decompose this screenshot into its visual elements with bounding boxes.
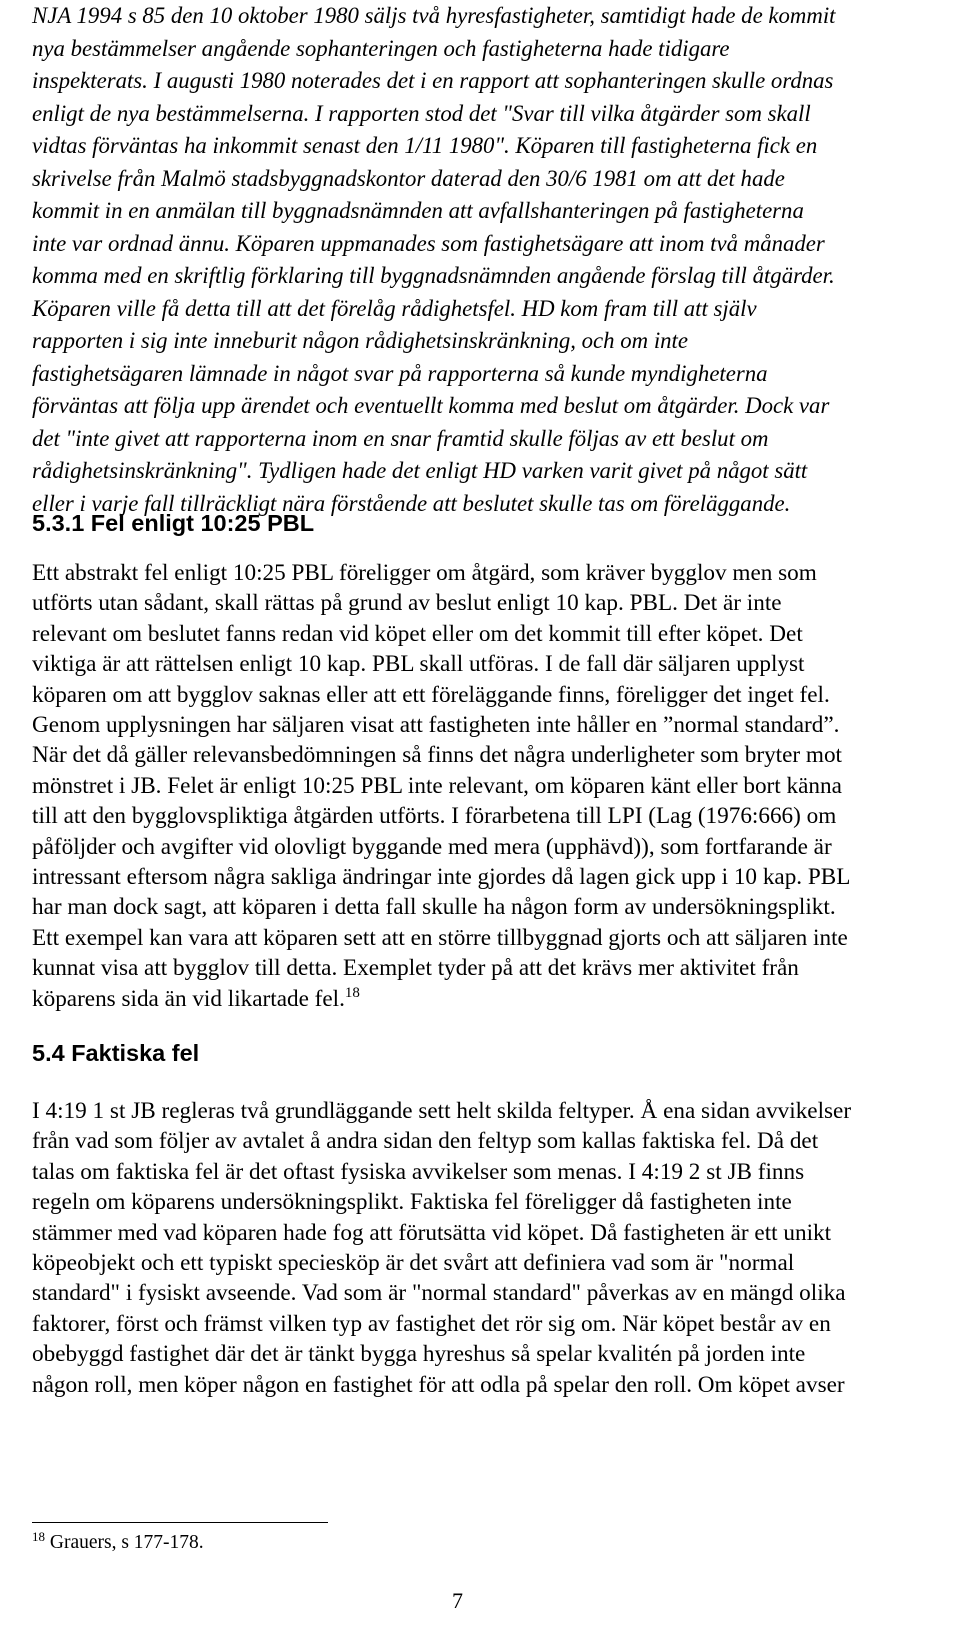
section-heading-5-3-1: 5.3.1 Fel enligt 10:25 PBL: [32, 510, 315, 536]
text-line: standard" i fysiskt avseende. Vad som är "normal standard" påverkas av en mängd olika: [32, 1280, 846, 1307]
text-line: köpeobjekt och ett typiskt speciesköp är det svårt att definiera vad som är "normal: [32, 1250, 795, 1277]
section-heading-5-4: 5.4 Faktiska fel: [32, 1040, 200, 1066]
footnote: [32, 1530, 204, 1557]
text-line: relevant om beslutet fanns redan vid köpet eller om det kommit till efter köpet. Det: [32, 620, 803, 647]
text-line: nya bestämmelser angående sophanteringen och fastigheterna hade tidigare: [32, 35, 730, 61]
text-line: mönstret i JB. Felet är enligt 10:25 PBL inte relevant, om köparen känt eller bort känna: [32, 772, 842, 799]
text-line: Köparen ville få detta till att det förelåg rådighetsfel. HD kom fram till att själv: [32, 295, 757, 321]
text-line: faktorer, först och främst vilken typ av fastighet det rör sig om. När köpet består av en: [32, 1310, 831, 1337]
footnote-reference[interactable]: 18: [344, 984, 360, 1001]
footnote-number: 18: [32, 1529, 45, 1544]
text-line: rapporten i sig inte inneburit någon rådighetsinskränkning, och om inte: [32, 328, 689, 353]
text-line: eller i varje fall tillräckligt nära förstående att beslutet skulle tas om föreläggande.: [32, 490, 791, 516]
text-line: komma med en skriftlig förklaring till byggnadsnämnden angående förslag till åtgärder.: [32, 263, 835, 288]
text-line: utförts utan sådant, skall rättas på grund av beslut enligt 10 kap. PBL. Det är inte: [32, 590, 782, 617]
text-line: [32, 984, 850, 1017]
text-line: I 4:19 1 st JB regleras två grundläggande sett helt skilda feltyper. Å ena sidan avvikelser: [32, 1098, 852, 1124]
text-line: fastighetsägaren lämnade in något svar på rapporterna så kunde myndigheterna: [32, 360, 768, 386]
body-paragraph: [32, 1096, 851, 1400]
text-line: till att den bygglovspliktiga åtgärden utförts. I förarbetena till LPI (Lag (1976:666) om: [32, 803, 837, 830]
text-line: någon roll, men köper någon en fastighet för att odla på spelar den roll. Om köpet avser: [32, 1371, 845, 1398]
text-line: inspekterats. I augusti 1980 noterades det i en rapport att sophanteringen skulle ordnas: [32, 68, 834, 93]
footnote-separator: [32, 1522, 328, 1523]
text-line: rådighetsinskränkning". Tydligen hade det enligt HD varken varit givet på något sätt: [32, 458, 808, 483]
text-line: regeln om köparens undersökningsplikt. Faktiska fel föreligger då fastigheten inte: [32, 1189, 792, 1216]
text-line: det "inte givet att rapporterna inom en snar framtid skulle följas av ett beslut om: [32, 425, 769, 451]
text-line: enligt de nya bestämmelserna. I rapporten stod det "Svar till vilka åtgärder som skall: [32, 100, 811, 126]
text-line: Ett abstrakt fel enligt 10:25 PBL föreligger om åtgärd, som kräver bygglov men som: [32, 560, 817, 586]
text-line: Genom upplysningen har säljaren visat att fastigheten inte håller en ”normal standard”.: [32, 712, 840, 739]
body-paragraph: [32, 558, 850, 1017]
text-line: påföljder och avgifter vid olovligt byggande med mera (upphävd)), som fortfarande är: [32, 833, 832, 860]
text-line: skrivelse från Malmö stadsbyggnadskontor daterad den 30/6 1981 om att det hade: [32, 165, 785, 191]
text-line: Ett exempel kan vara att köparen sett att en större tillbyggnad gjorts och att säljaren inte: [32, 924, 848, 951]
case-summary-paragraph: [32, 0, 836, 520]
text-line: förväntas att följa upp ärendet och eventuellt komma med beslut om åtgärder. Dock var: [32, 393, 830, 418]
text-line: har man dock sagt, att köparen i detta fall skulle ha någon form av undersökningsplikt.: [32, 894, 836, 921]
text-line: från vad som följer av avtalet å andra sidan den feltyp som kallas faktiska fel. Då det: [32, 1128, 819, 1155]
text-line-content: köparens sida än vid likartade fel.: [32, 985, 345, 1012]
text-line: inte var ordnad ännu. Köparen uppmanades som fastighetsägare att inom två månader: [32, 230, 825, 256]
text-line: När det då gäller relevansbedömningen så finns det några underligheter som bryter mot: [32, 742, 843, 769]
text-line: obebyggd fastighet där det är tänkt bygga hyreshus så spelar kvalitén på jorden inte: [32, 1341, 806, 1368]
text-line: talas om faktiska fel är det oftast fysiska avvikelser som menas. I 4:19 2 st JB finns: [32, 1158, 805, 1185]
text-line: viktiga är att rättelsen enligt 10 kap. PBL skall utföras. I de fall där säljaren upplyst: [32, 651, 805, 678]
text-line: köparen om att bygglov saknas eller att ett föreläggande finns, föreligger det inget fel.: [32, 681, 830, 708]
text-line: vidtas förväntas ha inkommit senast den 1/11 1980". Köparen till fastigheterna fick en: [32, 133, 818, 158]
footnote-text: Grauers, s 177-178.: [49, 1532, 204, 1553]
text-line: kommit in en anmälan till byggnadsnämnden att avfallshanteringen på fastigheterna: [32, 198, 804, 223]
text-line: stämmer med vad köparen hade fog att förutsätta vid köpet. Då fastigheten är ett unikt: [32, 1219, 832, 1246]
page-number: 7: [452, 1588, 463, 1613]
text-line: intressant eftersom några sakliga ändringar inte gjordes då lagen gick upp i 10 kap. PBL: [32, 864, 851, 891]
text-line: NJA 1994 s 85 den 10 oktober 1980 säljs två hyresfastigheter, samtidigt hade de kommit: [32, 3, 836, 28]
text-line: kunnat visa att bygglov till detta. Exemplet tyder på att det krävs mer aktivitet från: [32, 955, 799, 982]
